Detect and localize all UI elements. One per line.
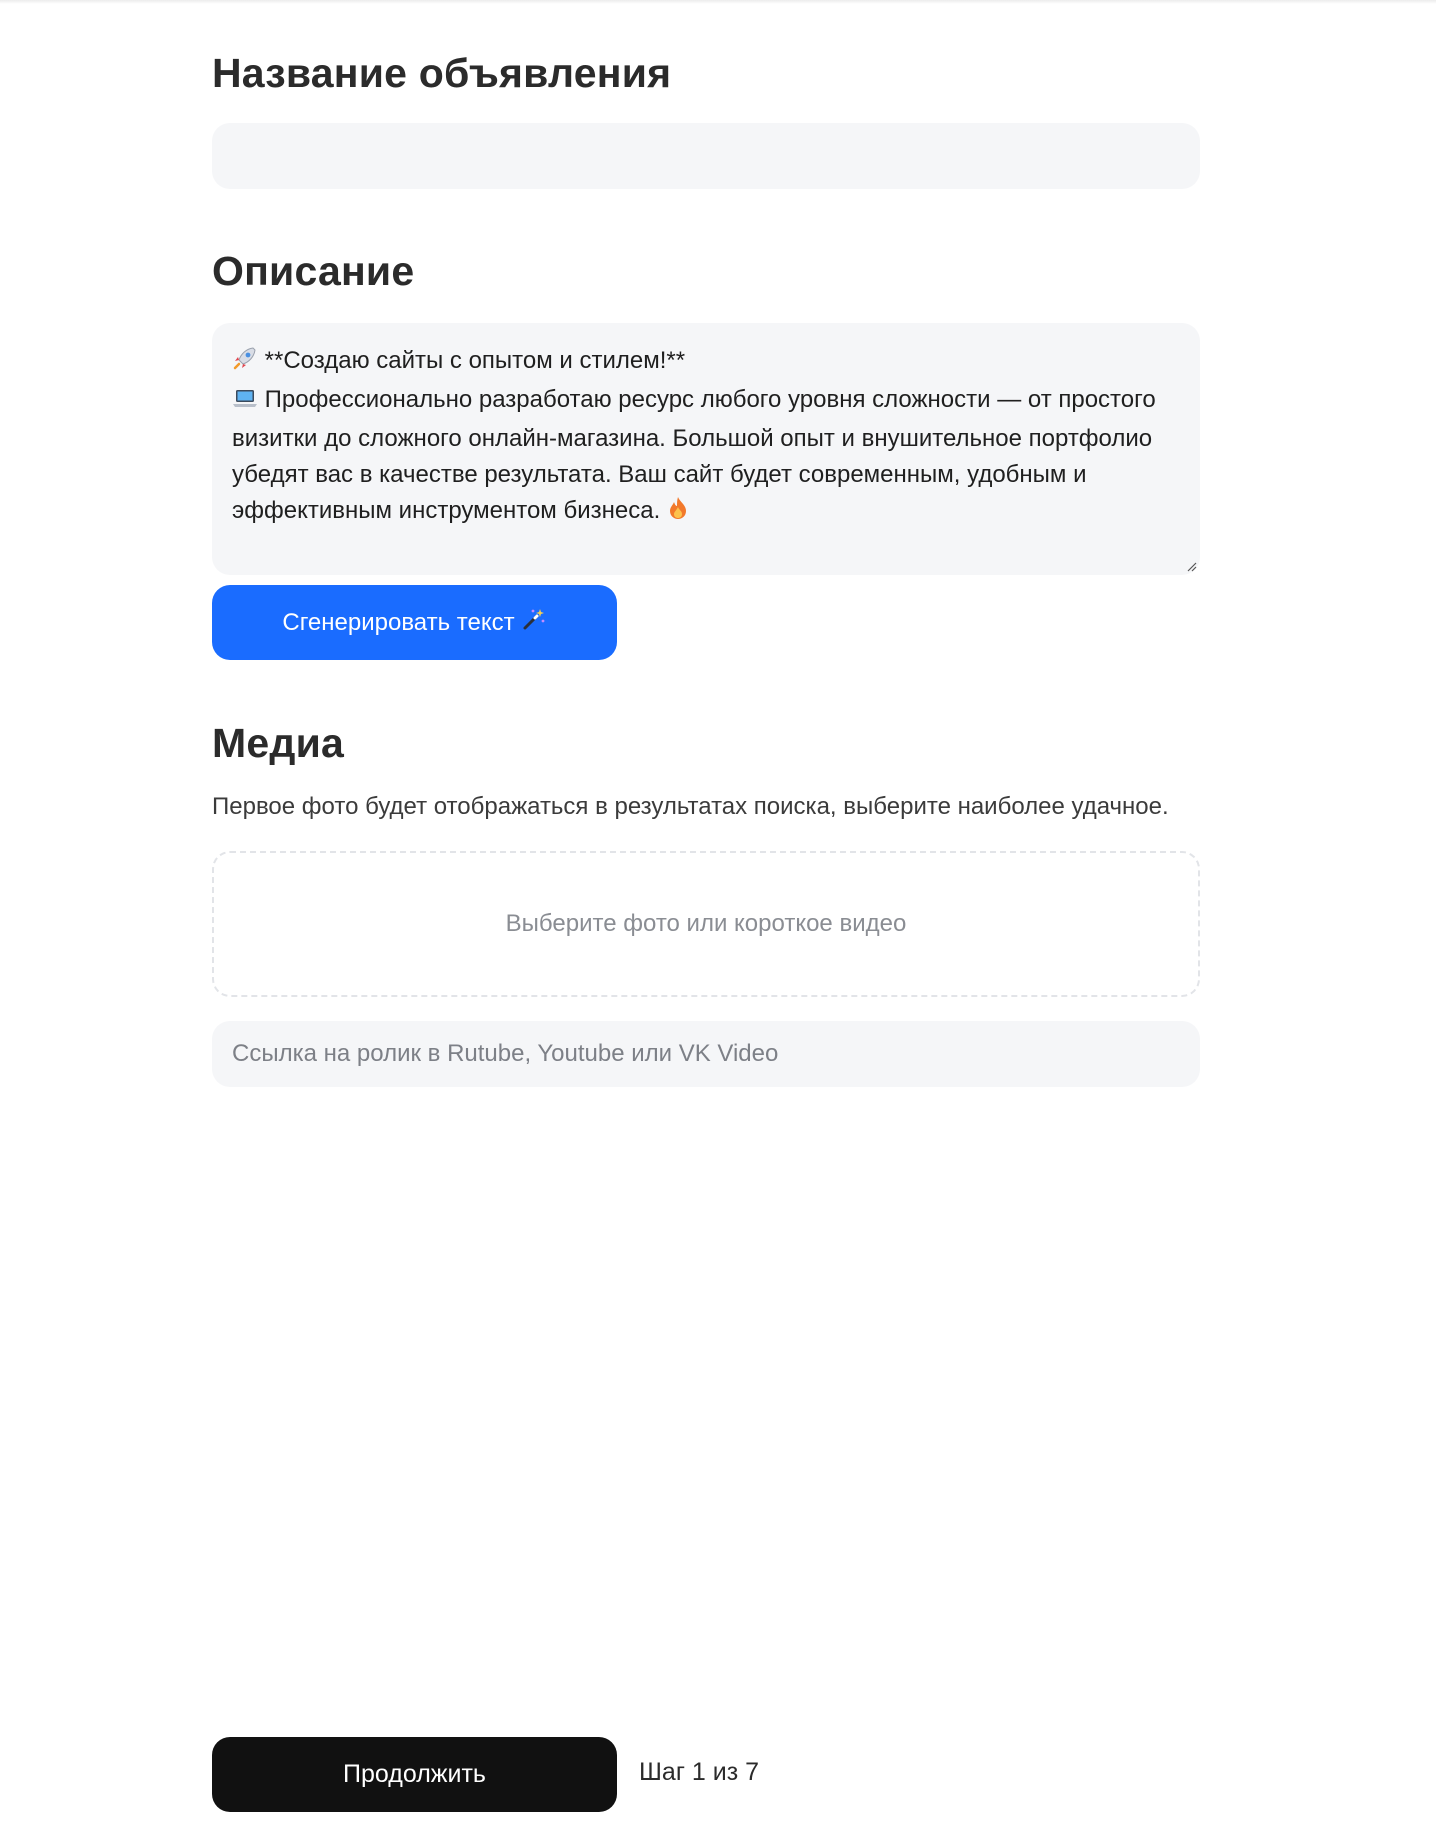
video-link-input[interactable]	[212, 1021, 1200, 1087]
generate-text-label: Сгенерировать текст	[282, 608, 515, 636]
resize-handle-icon[interactable]	[1185, 560, 1197, 572]
description-heading: Описание	[212, 248, 415, 294]
fire-icon	[667, 495, 689, 532]
media-heading: Медиа	[212, 720, 344, 766]
step-indicator: Шаг 1 из 7	[639, 1758, 760, 1786]
description-text	[232, 343, 1180, 532]
continue-button[interactable]: Продолжить	[212, 1737, 617, 1812]
media-hint: Первое фото будет отображаться в результатах поиска, выберите наиболее удачное.	[212, 793, 1169, 820]
media-upload-dropzone[interactable]	[212, 851, 1200, 997]
listing-title-input[interactable]	[212, 123, 1200, 189]
upload-label: Выберите фото или короткое видео	[505, 910, 907, 937]
laptop-icon	[232, 385, 258, 421]
listing-title-heading: Название объявления	[212, 50, 672, 96]
magic-wand-icon	[521, 606, 547, 639]
rocket-icon	[232, 345, 258, 382]
generate-text-button[interactable]	[212, 585, 617, 660]
description-textarea[interactable]	[212, 323, 1200, 575]
top-shadow	[0, 0, 1436, 4]
description-line-1: **Создаю сайты с опытом и стилем!**	[258, 347, 686, 374]
description-line-2: Профессионально разработаю ресурс любого уровня сложности — от простого визитки до сложного онлайн-магазина. Большой опыт и внушительное портфолио убедят вас в качестве результата. Ваш сайт будет современным, удобным и эффективным инструментом бизнеса.	[232, 386, 1163, 524]
